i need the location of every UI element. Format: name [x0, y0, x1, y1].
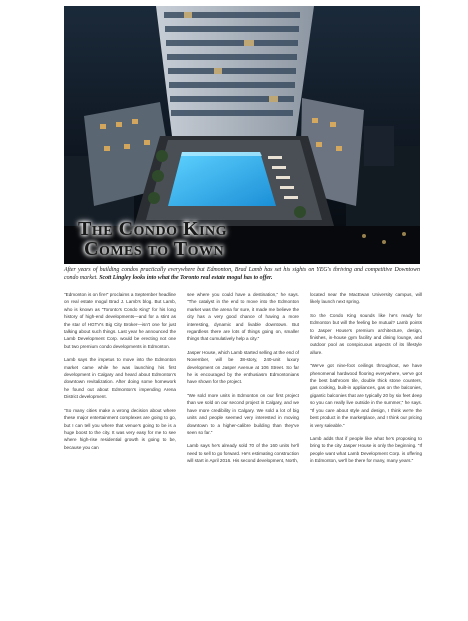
paragraph: "So many cities make a wrong decision about where these major entertainment complexes are going to go, but I can tell you where that venue's going to be is a huge boost to the city. It was very easy for me to see where high-rise residential growth is going to be, because you can — [64, 407, 176, 450]
paragraph: located near the MacEwan University campus, will likely launch next spring. — [310, 292, 422, 305]
deck-text: After years of building condos practically everywhere but Edmonton, Brad Lamb has set his sights on YEG's thriving and competitive Downtown condo market. — [64, 267, 420, 281]
headline-line-1: The Condo King — [78, 218, 228, 240]
deck-byline: Scott Lingley looks into what the Toronto real estate mogul has to offer. — [99, 275, 273, 281]
article-headline — [78, 219, 298, 259]
paragraph: "We've got nine-foot ceilings throughout, we have phenomenal hardwood flooring everywhere, we've got the best bathroom tile, double thick stone counters, gas cooking, built-in appliances, gas on the balconies, gigantic balconies that are typically 20 by six feet deep so you can really live outside in the summer," he says. "If you care about style and design, I think we're the best product in the marketplace, and I think our pricing is very saleable." — [310, 363, 422, 428]
paragraph: Lamb says the impetus to move into the Edmonton market came while he was launching his first development in Calgary and heard about Edmonton's downtown revitalization. After doing some homework he found out about Edmonton's impending Arena District development. — [64, 357, 176, 400]
paragraph: Jasper House, which Lamb started selling at the end of November, will be 38-story, 240-unit luxury development on Jasper Avenue at 106 Street. So far he is encouraged by the enthusiasm Edmontonians have shown for the project. — [187, 349, 299, 385]
headline-line-2: Comes to Town — [84, 238, 225, 260]
paragraph: So the Condo King sounds like he's ready for Edmonton but will the feeling be mutual? Lamb points to Jasper House's premium architecture, design, finishes, in-house gym facility and dining lounge, and outdoor pool as conspicuous aspects of its lifestyle allure. — [310, 312, 422, 355]
paragraph: Lamb adds that if people like what he's proposing to bring to the city Jasper House is only the beginning. "If people want what Lamb Development Corp. is offering in Edmonton, we'll be there for many, many years." — [310, 435, 422, 464]
body-column-2 — [187, 291, 299, 471]
article-deck — [64, 266, 420, 282]
paragraph: Lamb says he's already sold 70 of the 160 units he'll need to sell to go forward. He's estimating construction will start in April 2016. His second development, North, — [187, 443, 299, 464]
paragraph: "Edmonton is on fire!" proclaims a September headline on real estate mogul Brad J. Lamb's blog. But Lamb, who is known as "Toronto's Condo King" for his long history of high-end developments—and for a stint as the star of HGTV's Big City Broker—isn't one for just talking about such things. Last year he announced the Lamb Development Corp. would be erecting not one but two premium condo developments in Edmonton. — [64, 292, 176, 349]
body-column-1 — [64, 291, 176, 457]
body-column-3 — [310, 291, 422, 471]
paragraph: "We sold more units in Edmonton on our first project than we sold on our second project in Calgary, and we have more credibility in Calgary. We sold a lot of big units and people seemed very interested in moving downtown to a higher-calibre building than they've seen so far." — [187, 392, 299, 435]
article-body — [64, 291, 420, 561]
paragraph: see where you could have a destination," he says. "The catalyst in the end to move into the Edmonton market was the arena for sure, it made me believe the city has a very good chance of having a more interesting, dynamic and livable downtown. But regardless there are lots of things going on, smaller things that cumulatively help a city." — [187, 292, 299, 342]
